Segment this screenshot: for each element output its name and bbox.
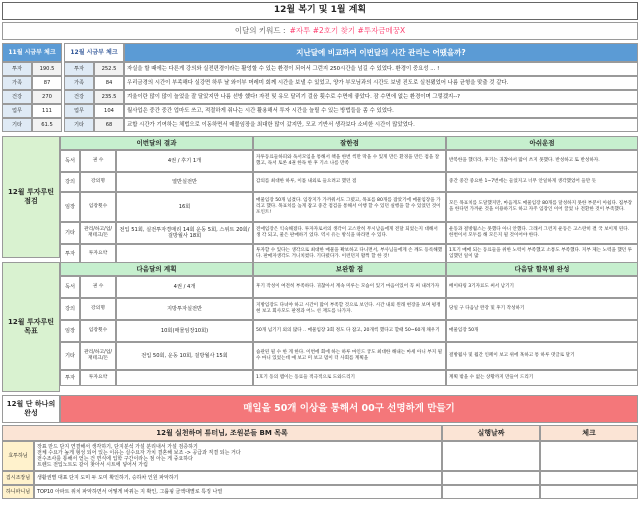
sec2-value — [116, 370, 253, 386]
keyword-label: 이달의 키워드 : — [234, 26, 286, 36]
nov-time-value: 190.5 — [32, 62, 62, 76]
sec1-category: 임장 — [60, 192, 80, 222]
sec1-mid-note: 전애임장은 익숙해졌다. 투자자로서의 생각이 고스란히 무시남음에게 전달 되었는지 대해서 생 각 되고, 물은 판매하기 었다. 역시 유는 방식을 따라면 수 있다. — [253, 222, 446, 244]
bm-person-label: 효투하님 — [2, 441, 34, 471]
sec2-mid-note: 50개 넘기기 외의 많다 .. 매물임장 3회 정도 다 잡고, 20개씩 했다고 할때 50~60개 채우기 — [253, 320, 446, 342]
bm-note-line: 전수조사를 통해서 얻는 건 면식에 입학 구간이라는 점 아는 게 중요하다 — [37, 456, 193, 462]
dec-time-value: 84 — [94, 76, 124, 90]
nov-time-value: 111 — [32, 104, 62, 118]
sec1-value: 열반실전반 — [116, 172, 253, 192]
nov-time-label: 기타 — [2, 118, 32, 132]
sec1-right-note: 모든 목표치를 도달했지만, 마음게도 매물임장 80개를 달성하지 못한 부분이 아쉽다. 집부장을 한다면 가까운 것을 이용하기도 하고 자주 임장인 이어 끌었 나 전환한 것이 부족했다. — [446, 192, 638, 222]
bm-note-line: 장표 만드 단지 연결해서 생각하기, 단지분석 가설 분리내서 가설 검증하기 — [37, 443, 198, 450]
sec2-category: 투자 — [60, 370, 80, 386]
bm-date-cell[interactable] — [442, 485, 540, 499]
dec-time-label: 가족 — [64, 76, 94, 90]
dec-time-label: 업무 — [64, 104, 94, 118]
sec1-side-label: 12월 투자루틴 점검 — [2, 136, 60, 258]
sec1-subcategory: 관리/하고/업/재테크/돈 — [80, 222, 116, 244]
dec-time-value: 104 — [94, 104, 124, 118]
sec2-category: 독서 — [60, 276, 80, 298]
bm-notes — [34, 471, 442, 485]
bm-note-line: 전체 수요가 높게 형성 되어 있는 이유는 실수요자 가치 결혼해 보조 -> 공급과 직결 되는 거다 — [37, 449, 241, 456]
sec2-right-note: 매물임장 50개 — [446, 320, 638, 342]
sec1-subcategory: 임장횟수 — [80, 192, 116, 222]
bm-check-header: 체크 — [540, 425, 638, 441]
sec1-mid-note: 매물임장 50개 넘겼다. 임장지가 가까워서도 그렸고, 목표를 80개를 잡았기에 매물임장을 가리고 했다. 목표치를 높게 잡고 중간 점검을 통해서 이행 할 수 있던 실행을 할 수 있었던 것이 포인트! — [253, 192, 446, 222]
bm-check-cell[interactable] — [540, 471, 638, 485]
sec2-category: 임장 — [60, 320, 80, 342]
sec2-value: 지방투자실전반 — [116, 298, 253, 320]
time-comment: 자실을 할 때에는 다른게 강의와 실전편경이라는 활엉할 수 있는 환경이 되어서 그런지 250시간을 넘길 수 있었다. 환경이 중요성 ... ! — [124, 62, 638, 76]
bm-date-cell[interactable] — [442, 441, 540, 471]
dec-time-label: 건강 — [64, 90, 94, 104]
bm-note-line: TOP10 아파트 위치 파악하면서 어떻게 바뀌는 지 확인, 그룹핑 금액대별로 특징 나열 — [37, 488, 223, 495]
sec1-subcategory: 강의명 — [80, 172, 116, 192]
sec1-right-note: 운동과 걸방월스는 못했다 아니 안했다. 그래서 그런지 운동은 고스란히 결 국 보이게 된다. 한번이서 모두를 해 모든지 될 것이어야 한다. — [446, 222, 638, 244]
sec2-mid-note: 습관된 될 수 한 게 한다. 이번에 회에 하는 하루 마인드 궁도 최대한 해내는 마세 아니 부지 될 수 마니 있었는데 얘 보고 미 보고 멈이 더 사회를 계획을 — [253, 342, 446, 370]
sec2-mid-note: 지방임장도 다녀야 하고 시간이 많이 부족할 것으로 보인다. 시간 내외 왼래 현장을 보며 평정 현 보고 회사모도 판정과 어느 선 재도를 나가자. — [253, 298, 446, 320]
nov-time-value: 61.5 — [32, 118, 62, 132]
nov-time-label: 가족 — [2, 76, 32, 90]
dec-time-value: 235.5 — [94, 90, 124, 104]
sec2-value: 전입 50회, 운동 10회, 걸방월사 15회 — [116, 342, 253, 370]
sec1-subcategory: 권 수 — [80, 150, 116, 172]
bm-note-line: 트렌드 전입노트도 같이 찾아서 시트에 넣어서 가림 — [37, 462, 148, 469]
dec-time-value: 68 — [94, 118, 124, 132]
bm-date-header: 실행날짜 — [442, 425, 540, 441]
sec1-col-regret: 아쉬운점 — [446, 136, 638, 150]
sec2-value: 4권 / 4개 — [116, 276, 253, 298]
one-thing-text: 매일을 50개 이상을 통해서 00구 선명하게 만들기 — [60, 395, 638, 423]
time-question-header: 지난달에 비교하여 이번달의 시간 관리는 어땠을까? — [124, 43, 638, 62]
sec1-col-good: 잘한점 — [253, 136, 446, 150]
sec2-right-note: 베이따링 3기자료도 써서 남기기 — [446, 276, 638, 298]
sec2-col-plan: 다음달의 계획 — [60, 262, 253, 276]
dec-check-header: 12월 시금부 체크 — [64, 43, 124, 62]
nov-time-label: 업무 — [2, 104, 32, 118]
sec1-category: 강의 — [60, 172, 80, 192]
sec2-category: 기타 — [60, 342, 80, 370]
dec-time-label: 투자 — [64, 62, 94, 76]
sec2-subcategory: 투자요약 — [80, 370, 116, 386]
sec2-col-fix: 보완할 점 — [253, 262, 446, 276]
sec2-subcategory: 임장횟수 — [80, 320, 116, 342]
bm-list-header: 12월 실천하며 튜터님, 조원분들 BM 목록 — [2, 425, 442, 441]
sec1-right-note: 중간 중간 중요한 1~7번에는 들었지고 너무 안일하게 생각했었어 들만 듯 — [446, 172, 638, 192]
sec2-subcategory: 관리/하고/업/재테크/돈 — [80, 342, 116, 370]
sec1-category: 투자 — [60, 244, 80, 264]
bm-notes — [34, 485, 442, 499]
sec2-subcategory: 강의명 — [80, 298, 116, 320]
dec-time-label: 기타 — [64, 118, 94, 132]
sec2-side-label: 12월 투자루틴 목표 — [2, 262, 60, 392]
time-comment: 겨울이란 많이 많이 늘었을 잘 달았지만 나름 선방 했다! 자전 및 유모 달리기 걸음 횟수로 수면에 좋았다. 잠 수면에 없는 환경이며 그렇겠지--? — [124, 90, 638, 104]
nov-time-value: 87 — [32, 76, 62, 90]
sec2-mid-note: 1호기 동의 맵이는 동료들 적극적으로 도와드리기 — [253, 370, 446, 386]
sec2-right-note: 걸방월사 및 월간 인페이 보고 위에 혹하고 통 하루 댓글로 달기 — [446, 342, 638, 370]
sec2-col-done: 다음달 할목별 완성 — [446, 262, 638, 276]
bm-check-cell[interactable] — [540, 485, 638, 499]
page-title: 12월 복기 및 1월 계획 — [2, 2, 638, 20]
sec2-subcategory: 권 수 — [80, 276, 116, 298]
time-comment: 월사업은 중간 중간 업마도 쓰고, 적절하게 줘나는 시간 활용해서 투자 시간을 늘릴 수 있는 방법들을 좀 수 있었다. — [124, 104, 638, 118]
sec1-col-result: 이번달의 결과 — [60, 136, 253, 150]
sec1-value: 전입 51회, 실전투자경매리 14회 운동 5회, 스위트 20회/걸방월사 18회 — [116, 222, 253, 244]
bm-date-cell[interactable] — [442, 471, 540, 485]
bm-note-line: 생활권별 대표 단지 도미 두 도미 확인하기, 승하차 인원 파악하기 — [37, 474, 179, 481]
sec2-category: 강의 — [60, 298, 80, 320]
nov-time-value: 270 — [32, 90, 62, 104]
sec1-mid-note: 감의를 최대한 하루, 이틀 내외로 들으려고 했던 점 — [253, 172, 446, 192]
sec2-value: 10회(매물임장10회) — [116, 320, 253, 342]
sec2-right-note: 당일 구 다음날 완강 및 후기 작성하기 — [446, 298, 638, 320]
nov-time-label: 투자 — [2, 62, 32, 76]
one-thing-label: 12월 단 하나의 완성 — [2, 395, 60, 423]
sec1-value: 16회 — [116, 192, 253, 222]
bm-notes — [34, 441, 442, 471]
keyword-value: #자투 #2호기 찾기 #투자금메꿍X — [289, 26, 406, 36]
sec1-value — [116, 244, 253, 264]
sec1-value: 4권 / 후기 1개 — [116, 150, 253, 172]
sec1-mid-note: 자투동료들하피와 독서모임을 통해서 책을 한번 씩만 딱을 수 있게 만든 환경을 만든 점을 잘했고, 독서 토론 4권 한독 한 후 기소 나름 만족 — [253, 150, 446, 172]
time-comment: 교합 시간가 기여하는 체법으로 이동하면서 매물임장을 최대한 많이 갔지만, 모교 기반서 생각보다 소비한 시간이 많았었다. — [124, 118, 638, 132]
sec1-category: 기타 — [60, 222, 80, 244]
bm-check-cell[interactable] — [540, 441, 638, 471]
nov-time-label: 건강 — [2, 90, 32, 104]
sec1-subcategory: 투자요약 — [80, 244, 116, 264]
sec1-right-note: 1호기 매매 되는 동료들을 위한 노력이 부족했고 소통도 부족했다. 지부 제는 노력을 했던 투입했던 일이 많 — [446, 244, 638, 264]
sec1-category: 독서 — [60, 150, 80, 172]
sec1-right-note: 반복한을 했더라, 후기는 귀찮아서 많이 쓰지 못했다. 반성하고 또 반성하자. — [446, 150, 638, 172]
bm-person-label: 하니파니님 — [2, 485, 34, 499]
nov-check-header: 11월 시금부 체크 — [2, 43, 62, 62]
sec2-mid-note: 후기 작성이 여전히 부족하다. 귀찮아서 계속 미루는 모습이 있기 마음이있어 꼭 써 내려가자 — [253, 276, 446, 298]
sec1-mid-note: 투자할 수 있다는 생각으로 최대한 매물을 확보하고 다니면서, 부사님들에게 손 깨도 등록해했다. 판매자생각도 거니치켰다. 기다렸다가. 이런던지 활쩍 할 한 것! — [253, 244, 446, 264]
time-comment: 우리금경의 시간이 부족해다 실강면 하루 날 와이부 머레미 회께 시간을 보낼 수 있었고, 양가 부모님과의 시간도 보냄 진도로 실천됐었어 나름 균형을 맞출 것 같다. — [124, 76, 638, 90]
dec-time-value: 252.5 — [94, 62, 124, 76]
sec2-right-note: 계획 밖을 수 없는 상황까지 만들어 드리기 — [446, 370, 638, 386]
keyword-row — [2, 22, 638, 40]
bm-person-label: 집시조장님 — [2, 471, 34, 485]
